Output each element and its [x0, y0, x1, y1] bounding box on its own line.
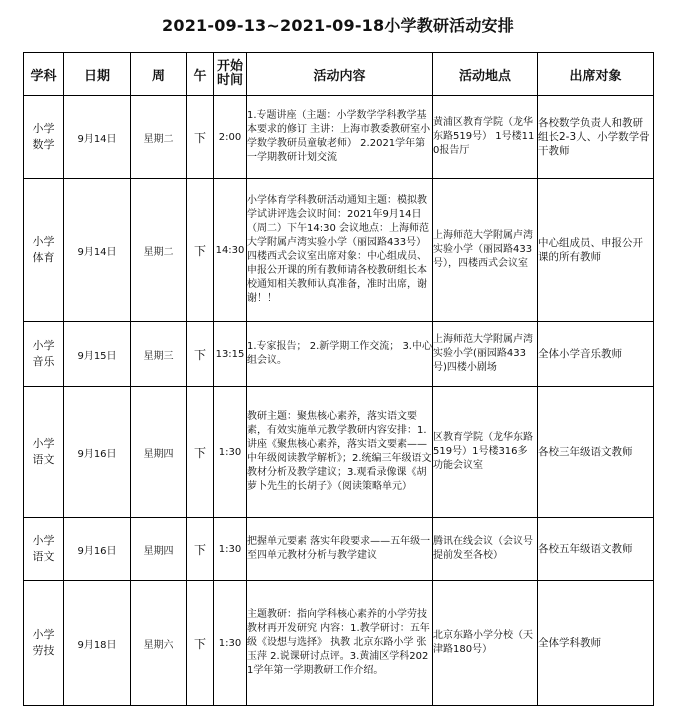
header-start-line2: 时间 — [216, 73, 243, 88]
header-ampm: 午 — [187, 53, 214, 96]
schedule-table — [23, 52, 654, 706]
weekday-cell: 星期二 — [131, 96, 187, 179]
subject-line1: 小学 — [32, 339, 55, 352]
attendees-cell: 各校数学负责人和教研组长2-3人、小学数学骨干教师 — [538, 96, 654, 179]
date-cell: 9月18日 — [64, 581, 131, 706]
header-date: 日期 — [64, 53, 131, 96]
attendees-cell: 中心组成员、申报公开课的所有教师 — [538, 179, 654, 322]
subject-line2: 语文 — [32, 550, 55, 563]
ampm-cell: 下 — [187, 581, 214, 706]
header-content: 活动内容 — [247, 53, 433, 96]
time-cell: 1:30 — [214, 518, 247, 581]
subject-line1: 小学 — [32, 122, 55, 135]
attendees-cell: 各校三年级语文教师 — [538, 387, 654, 518]
place-cell: 上海师范大学附属卢湾实验小学(丽园路433号)四楼小剧场 — [433, 322, 538, 387]
subject-line1: 小学 — [32, 628, 55, 641]
table-row — [24, 96, 654, 179]
place-cell: 上海师范大学附属卢湾实验小学（丽园路433号），四楼西式会议室 — [433, 179, 538, 322]
subject-line1: 小学 — [32, 437, 55, 450]
subject-cell — [24, 518, 64, 581]
subject-line2: 音乐 — [32, 355, 55, 368]
subject-cell — [24, 387, 64, 518]
time-cell: 1:30 — [214, 387, 247, 518]
ampm-cell: 下 — [187, 179, 214, 322]
date-cell: 9月16日 — [64, 518, 131, 581]
subject-line2: 体育 — [32, 251, 55, 264]
ampm-cell: 下 — [187, 96, 214, 179]
ampm-cell: 下 — [187, 322, 214, 387]
place-cell: 黄浦区教育学院（龙华东路519号） 1号楼110报告厅 — [433, 96, 538, 179]
place-cell: 北京东路小学分校（天津路180号） — [433, 581, 538, 706]
table-row — [24, 581, 654, 706]
header-start-line1: 开始 — [216, 59, 243, 74]
attendees-cell: 全体小学音乐教师 — [538, 322, 654, 387]
date-cell: 9月16日 — [64, 387, 131, 518]
header-row — [24, 53, 654, 96]
header-start-time — [214, 53, 247, 96]
time-cell: 1:30 — [214, 581, 247, 706]
content-cell: 1.专题讲座（主题：小学数学学科教学基本要求的修订 主讲：上海市教委教研室小学数学教研员童敏老师） 2.2021学年第一学期教研计划交流 — [247, 96, 433, 179]
weekday-cell: 星期三 — [131, 322, 187, 387]
subject-cell — [24, 581, 64, 706]
content-cell: 把握单元要素 落实年段要求——五年级一至四单元教材分析与教学建议 — [247, 518, 433, 581]
header-attendees: 出席对象 — [538, 53, 654, 96]
subject-line1: 小学 — [32, 534, 55, 547]
date-cell: 9月15日 — [64, 322, 131, 387]
table-row — [24, 322, 654, 387]
page-title: 2021-09-13~2021-09-18小学教研活动安排 — [162, 16, 514, 35]
content-cell: 1.专家报告； 2.新学期工作交流； 3.中心组会议。 — [247, 322, 433, 387]
subject-cell — [24, 96, 64, 179]
place-cell: 腾讯在线会议（会议号提前发至各校） — [433, 518, 538, 581]
header-weekday: 周 — [131, 53, 187, 96]
place-cell: 区教育学院（龙华东路519号）1号楼316多功能会议室 — [433, 387, 538, 518]
header-place: 活动地点 — [433, 53, 538, 96]
header-subject: 学科 — [24, 53, 64, 96]
content-cell: 教研主题：聚焦核心素养，落实语文要素，有效实施单元教学教研内容安排：1.讲座《聚焦核心素养，落实语文要素——中年级阅读教学解析》；2.统编三年级语文教材分析及教学建议；3.观看录像课《胡萝卜先生的长胡子》（阅读策略单元） — [247, 387, 433, 518]
weekday-cell: 星期四 — [131, 387, 187, 518]
subject-cell — [24, 322, 64, 387]
subject-cell — [24, 179, 64, 322]
time-cell: 13:15 — [214, 322, 247, 387]
time-cell: 2:00 — [214, 96, 247, 179]
weekday-cell: 星期六 — [131, 581, 187, 706]
attendees-cell: 全体学科教师 — [538, 581, 654, 706]
subject-line2: 语文 — [32, 453, 55, 466]
date-cell: 9月14日 — [64, 96, 131, 179]
subject-line2: 劳技 — [32, 644, 55, 657]
time-cell: 14:30 — [214, 179, 247, 322]
date-cell: 9月14日 — [64, 179, 131, 322]
weekday-cell: 星期二 — [131, 179, 187, 322]
content-cell: 主题教研：指向学科核心素养的小学劳技教材再开发研究 内容：1.教学研讨：五年级《设想与选择》 执教 北京东路小学 张玉萍 2.说课研讨点评。3.黄浦区学科2021学年第一学期教研工作介绍。 — [247, 581, 433, 706]
table-row — [24, 179, 654, 322]
content-cell: 小学体育学科教研活动通知主题：模拟教学试讲评选会议时间：2021年9月14日（周二）下午14:30 会议地点：上海师范大学附属卢湾实验小学（丽园路433号） 四楼西式会议室出席对象：中心组成员、申报公开课的所有教师请各校教研组长本校通知相关教师认真准备，准时出席，谢谢！！ — [247, 179, 433, 322]
subject-line2: 数学 — [32, 138, 55, 151]
attendees-cell: 各校五年级语文教师 — [538, 518, 654, 581]
ampm-cell: 下 — [187, 518, 214, 581]
table-row — [24, 387, 654, 518]
table-row — [24, 518, 654, 581]
ampm-cell: 下 — [187, 387, 214, 518]
weekday-cell: 星期四 — [131, 518, 187, 581]
subject-line1: 小学 — [32, 235, 55, 248]
